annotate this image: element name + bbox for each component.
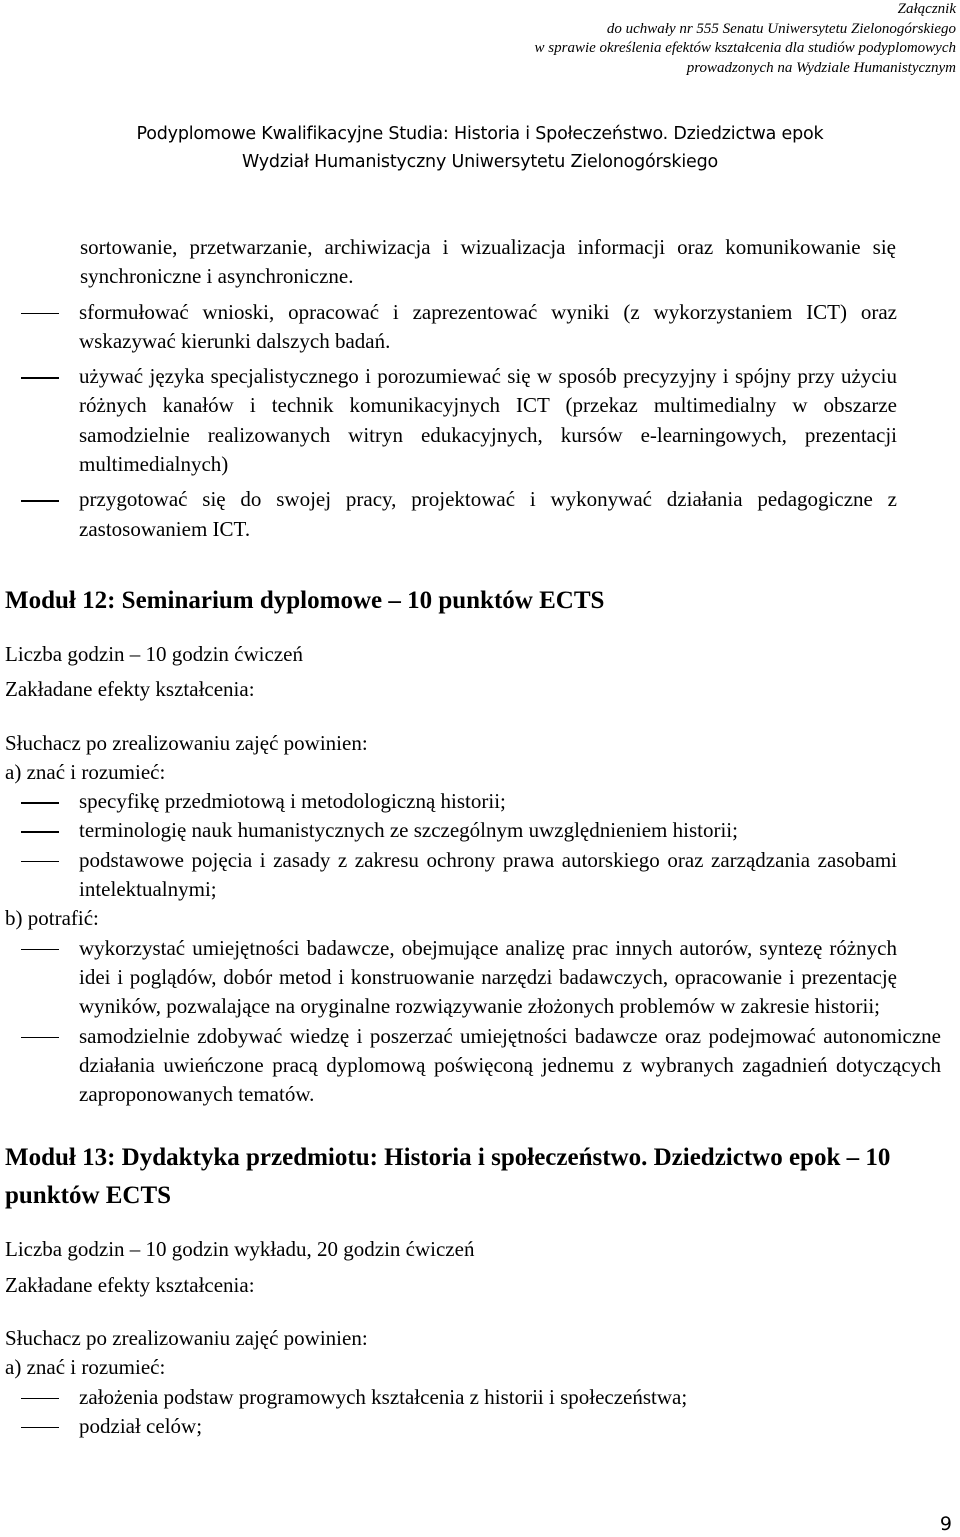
module-13-hours: Liczba godzin – 10 godzin wykładu, 20 godzin ćwiczeń	[5, 1237, 475, 1262]
list-item: używać języka specjalistycznego i porozumiewać się w sposób precyzyjny i spójny przy użyciu różnych kanałów i technik komunikacyjnych ICT (przekaz multimedialny w obszarze samodzielnie realizowanych witryn edukacyjnych, kursów e-learningowych, prezentacji multimedialnych)	[0, 362, 897, 479]
page-number: 9	[939, 1513, 952, 1535]
dash-bullet	[21, 1427, 59, 1429]
annex-line: Załącznik	[897, 1, 956, 17]
annex-header	[356, 0, 956, 78]
annex-line: prowadzonych na Wydziale Humanistycznym	[686, 59, 956, 76]
list-item: sformułować wnioski, opracować i zaprezentować wyniki (z wykorzystaniem ICT) oraz wskazywać kierunki dalszych badań.	[0, 298, 897, 357]
dash-bullet	[21, 313, 59, 315]
dash-bullet	[21, 949, 59, 951]
list-item: wykorzystać umiejętności badawcze, obejmujące analizę prac innych autorów, syntezę różnych idei i poglądów, dobór metod i konstruowanie narzędzi badawczych, opracowanie i prezentację wyników, pozwalające na oryginalne rozwiązywanie złożonych problemów w zakresie historii;	[0, 934, 897, 1022]
module-13-title: Moduł 13: Dydaktyka przedmiotu: Historia i społeczeństwo. Dziedzictwo epok – 10 punktów ECTS	[5, 1144, 891, 1210]
dash-bullet	[21, 500, 59, 502]
module-12-title: Moduł 12: Seminarium dyplomowe – 10 punktów ECTS	[5, 586, 605, 614]
list-item: podstawowe pojęcia i zasady z zakresu ochrony prawa autorskiego oraz zarządzania zasobami intelektualnymi;	[0, 846, 897, 905]
module-12-hours: Liczba godzin – 10 godzin ćwiczeń	[5, 641, 303, 666]
module-12-know-label: a) znać i rozumieć:	[5, 759, 166, 784]
module-12-listener: Słuchacz po zrealizowaniu zajęć powinien:	[5, 730, 368, 755]
module-13-listener: Słuchacz po zrealizowaniu zajęć powinien:	[5, 1326, 368, 1351]
faculty-name: Wydział Humanistyczny Uniwersytetu Zielonogórskiego	[241, 152, 719, 172]
list-item: samodzielnie zdobywać wiedzę i poszerzać umiejętności badawcze oraz podejmować autonomiczne działania uwieńczone pracą dyplomową poświęconą jednemu z wybranych zagadnień dotyczących zaproponowanych tematów.	[0, 1022, 941, 1110]
list-item: specyfikę przedmiotową i metodologiczną historii;	[0, 787, 897, 816]
module-13-effects: Zakładane efekty kształcenia:	[5, 1272, 255, 1297]
annex-line: w sprawie określenia efektów kształcenia dla studiów podyplomowych	[534, 40, 956, 56]
list-item: podział celów;	[0, 1412, 897, 1441]
module-13-know-label: a) znać i rozumieć:	[5, 1355, 166, 1380]
list-item: terminologię nauk humanistycznych ze szczególnym uwzględnieniem historii;	[0, 816, 897, 845]
dash-bullet	[21, 861, 59, 863]
list-item: przygotować się do swojej pracy, projektować i wykonywać działania pedagogiczne z zastosowaniem ICT.	[0, 485, 897, 544]
module-12-effects: Zakładane efekty kształcenia:	[5, 677, 255, 702]
list-item: założenia podstaw programowych kształcenia z historii i społeczeństwa;	[0, 1383, 897, 1412]
module-12-skills-label: b) potrafić:	[5, 906, 99, 931]
dash-bullet	[21, 377, 59, 379]
document-body	[0, 233, 960, 1441]
dash-bullet	[21, 1398, 59, 1400]
institution-header	[0, 120, 960, 176]
dash-bullet	[21, 1037, 59, 1039]
program-title: Podyplomowe Kwalifikacyjne Studia: Historia i Społeczeństwo. Dziedzictwa epok	[136, 124, 824, 144]
annex-line: do uchwały nr 555 Senatu Uniwersytetu Zielonogórskiego	[606, 20, 956, 37]
continuation-text: sortowanie, przetwarzanie, archiwizacja i wizualizacja informacji oraz komunikowanie się synchroniczne i asynchroniczne.	[80, 235, 896, 289]
dash-bullet	[21, 802, 59, 804]
dash-bullet	[21, 831, 59, 833]
